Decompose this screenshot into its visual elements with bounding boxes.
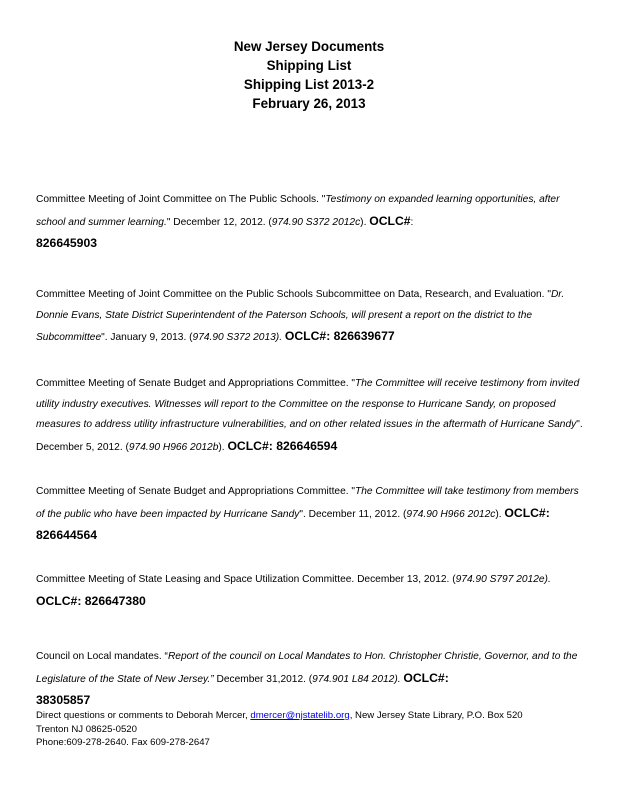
entry-call-number: 974.90 S372 2013). <box>192 332 283 343</box>
oclc-separator: : <box>410 216 414 228</box>
oclc-separator: : <box>268 438 277 453</box>
entry-text: Committee Meeting of Senate Budget and Appropriations Committee. " <box>36 486 356 497</box>
list-item <box>36 570 584 613</box>
oclc-label: OCLC# <box>284 329 327 343</box>
oclc-separator: : <box>77 593 85 608</box>
entry-description: Report of the council on Local Mandates to Hon. Christopher Christie, Governor, and to the Legislature of the State of New Jersey.” <box>36 651 578 685</box>
list-item <box>36 482 584 548</box>
oclc-label: OCLC# <box>403 670 445 685</box>
header-list-number: Shipping List 2013-2 <box>243 77 375 92</box>
oclc-label: OCLC# <box>227 438 269 453</box>
entry-call-number: 974.90 H966 2012c <box>406 508 496 520</box>
entry-punct: ). <box>360 216 370 228</box>
oclc-separator: : <box>545 505 550 520</box>
entry-date: ". December 5, 2012. ( <box>36 419 583 453</box>
entry-date: December 31,2012. ( <box>213 673 313 685</box>
entry-punct: ). <box>495 508 505 520</box>
entry-description: Dr. Donnie Evans, State District Superintendent of the Paterson Schools, will present a report on the district to the Subcommittee <box>36 289 565 343</box>
email-link[interactable]: dmercer@njstatelib.org <box>250 710 350 721</box>
list-item <box>36 285 584 349</box>
oclc-number: 826645903 <box>36 236 98 250</box>
list-item <box>36 647 584 713</box>
entry-call-number: 974.90 S372 2012c <box>271 216 361 228</box>
footer-phone: Phone:609-278-2640. Fax 609-278-2647 <box>36 737 210 748</box>
entry-punct: ). <box>218 441 228 453</box>
list-item <box>36 374 584 458</box>
footer-text: Direct questions or comments to Deborah Mercer, <box>36 710 251 721</box>
entry-date: ". January 9, 2013. ( <box>101 332 193 343</box>
entry-call-number: 974.90 H966 2012b <box>128 441 219 453</box>
entry-text: Committee Meeting of Joint Committee on The Public Schools. " <box>36 194 326 205</box>
footer-line-contact <box>36 709 596 723</box>
oclc-number: 826647380 <box>84 593 146 608</box>
oclc-number: 38305857 <box>36 693 91 707</box>
oclc-number: 826639677 <box>333 329 395 343</box>
header-date: February 26, 2013 <box>252 96 366 111</box>
list-item <box>36 190 584 256</box>
entry-description: Testimony on expanded learning opportunities, after school and summer learning. <box>36 194 560 228</box>
entry-text: Committee Meeting of Joint Committee on the Public Schools Subcommittee on Data, Research, and Evaluation. " <box>36 289 551 300</box>
entry-text: Committee Meeting of Senate Budget and Appropriations Committee. " <box>36 378 356 389</box>
oclc-number: 826644564 <box>36 528 98 542</box>
oclc-label: OCLC# <box>369 213 411 228</box>
document-header <box>0 37 618 113</box>
contact-footer <box>36 709 596 750</box>
oclc-number: 826646594 <box>276 438 338 453</box>
entry-text: Council on Local mandates. “ <box>36 651 168 662</box>
oclc-separator: : <box>326 329 334 343</box>
oclc-separator: : <box>444 670 449 685</box>
entry-date: ". December 11, 2012. ( <box>299 508 407 520</box>
oclc-label: OCLC# <box>36 593 78 608</box>
entry-text: Committee Meeting of State Leasing and Space Utilization Committee. December 13, 2012. ( <box>36 574 456 585</box>
header-title: New Jersey Documents <box>233 39 385 54</box>
footer-address: Trenton NJ 08625-0520 <box>36 723 137 735</box>
footer-text: , New Jersey State Library, P.O. Box 520 <box>349 710 523 721</box>
entry-description: The Committee will receive testimony from invited utility industry executives. Witnesses will report to the Committee on the response to Hurricane Sandy, on proposed measures to address utility infrastructure vulnerabilities, and on other related issues in the aftermath of Hurricane Sandy <box>36 378 580 430</box>
entry-date: " December 12, 2012. ( <box>166 216 272 228</box>
entry-call-number: 974.901 L84 2012). <box>312 673 401 685</box>
oclc-label: OCLC# <box>504 505 546 520</box>
entry-call-number: 974.90 S797 2012e). <box>455 574 551 585</box>
entry-description: The Committee will take testimony from members of the public who have been impacted by Hurricane Sandy <box>36 486 579 520</box>
header-subtitle: Shipping List <box>266 58 352 73</box>
